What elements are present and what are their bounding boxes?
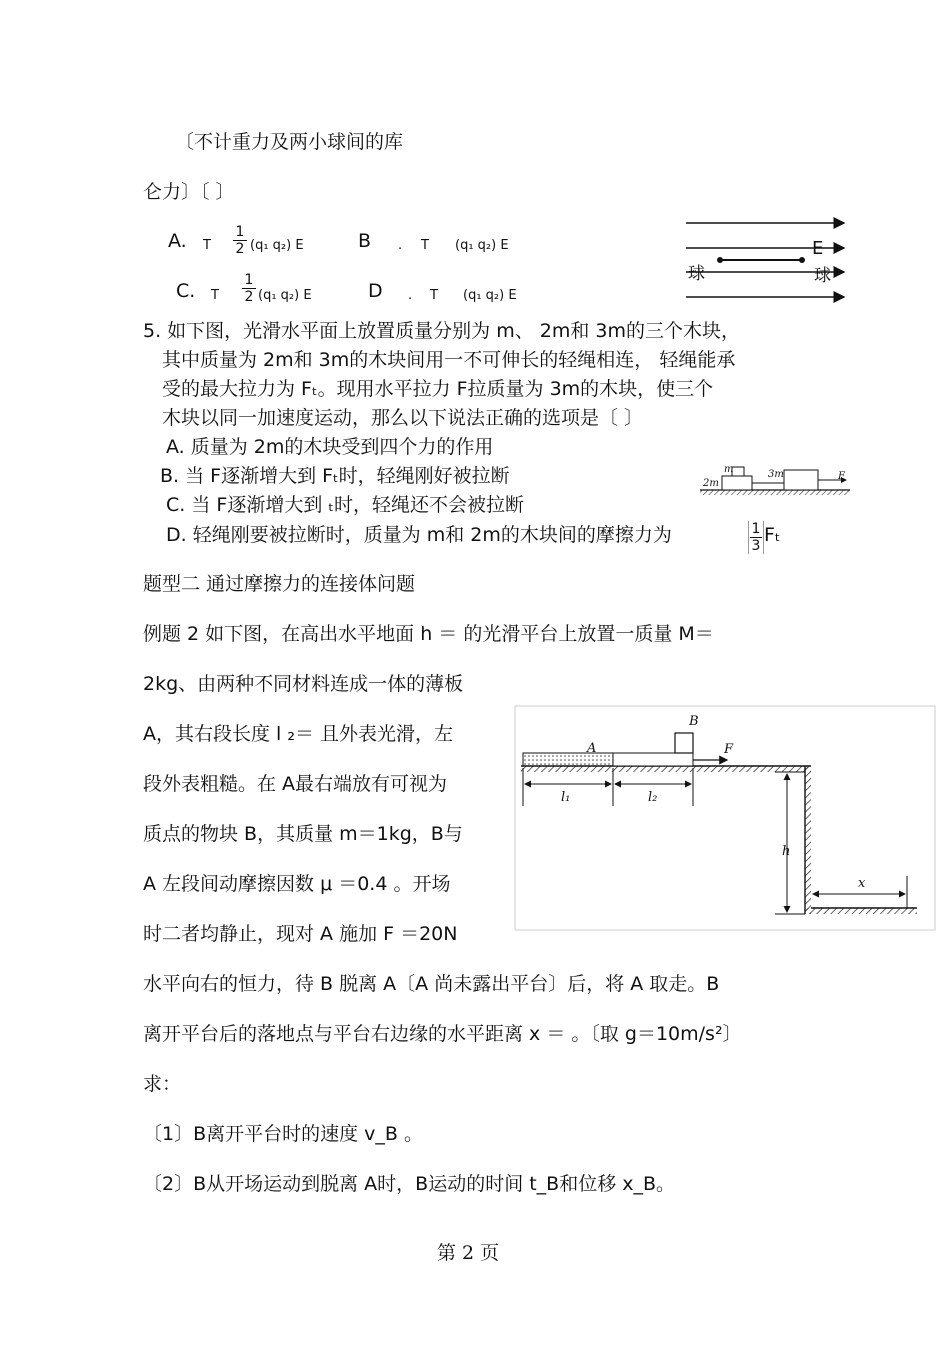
example2-fig-F: F [724, 742, 734, 757]
q4-optD-expr: (q₁ q₂) E [463, 288, 517, 303]
q4-fig-ball-left: 球 [688, 264, 705, 284]
q4-optA-fraction [233, 224, 247, 257]
example2-fig-l2: l₂ [648, 790, 658, 805]
page-number: 第 2 页 [437, 1242, 500, 1264]
q5-optC: C. 当 F逐渐增大到 ₜ时，轻绳还不会被拉断 [166, 494, 524, 516]
example2-line2: 2kg、由两种不同材料连成一体的薄板 [143, 673, 464, 695]
q4-optC-label: C. [176, 280, 196, 302]
q4-optD-dot: . [408, 288, 413, 303]
q4-optA-T: T [203, 238, 211, 253]
q4-optB-dot: . [398, 238, 403, 253]
example2-line1: 例题 2 如下图，在高出水平地面 h ＝ 的光滑平台上放置一质量 M＝ [143, 623, 714, 645]
q4-optC-frac-den: 2 [242, 288, 256, 305]
q5-optD-frac-num: 1 [751, 521, 761, 537]
q4-optA-frac-num: 1 [235, 224, 245, 240]
plate-A-rough-section [523, 753, 613, 766]
q4-optB-expr: (q₁ q₂) E [455, 238, 509, 253]
q5-ground-hatch [700, 490, 850, 495]
q4-optC-expr: (q₁ q₂) E [258, 288, 312, 303]
q5-fig-3m: 3m [768, 469, 784, 480]
q4-optD-label: D [368, 280, 383, 302]
q5-line4: 木块以同一加速度运动，那么以下说法正确的选项是〔 〕 [162, 407, 644, 429]
q4-optA-expr: (q₁ q₂) E [250, 238, 304, 253]
platform-top-hatch [521, 766, 811, 772]
q4-optC-frac-num: 1 [244, 272, 254, 288]
q4-field-figure [680, 214, 850, 309]
example2-fig-B: B [689, 714, 699, 729]
q5-line1: 5. 如下图，光滑水平面上放置质量分别为 m、 2m和 3m的三个木块， [143, 320, 740, 342]
section-heading: 题型二 通过摩擦力的连接体问题 [143, 573, 416, 595]
block-m [732, 467, 744, 476]
q5-fig-F: F [838, 471, 845, 482]
example2-fig-l1: l₁ [561, 790, 571, 805]
example2-fig-A: A [587, 741, 597, 756]
q4-optB-T: T [421, 238, 429, 253]
q4-line2: 仑力〕〔 〕 [143, 181, 235, 203]
q4-fig-ball-right: 球 [814, 266, 831, 286]
example2-question1: 〔1〕B离开平台时的速度 v_B 。 [143, 1123, 423, 1145]
q4-optA-label: A. [168, 230, 187, 252]
example2-line5: 质点的物块 B，其质量 m＝1kg，B与 [143, 823, 463, 845]
q5-optD-tail: Fₜ [764, 524, 781, 546]
q4-optD-T: T [430, 288, 438, 303]
platform-wall-hatch [805, 766, 811, 914]
example2-line9: 离开平台后的落地点与平台右边缘的水平距离 x ＝ 。〔取 g＝10m/s²〕 [143, 1023, 742, 1045]
q5-line2: 其中质量为 2m和 3m的木块间用一不可伸长的轻绳相连， 轻绳能承 [162, 349, 736, 371]
ball-right-dot [799, 257, 805, 263]
q4-optC-T: T [211, 288, 219, 303]
example2-line10: 求： [143, 1073, 182, 1095]
example2-line6: A 左段间动摩擦因数 μ ＝0.4 。开场 [143, 873, 451, 895]
example2-fig-x: x [858, 876, 866, 891]
q5-optD-frac-den: 3 [751, 538, 761, 554]
q4-optA-frac-den: 2 [233, 240, 247, 257]
example2-fig-h: h [782, 844, 791, 859]
example2-line8: 水平向右的恒力，待 B 脱离 A〔A 尚未露出平台〕后，将 A 取走。B [143, 973, 720, 995]
q4-fig-E: E [812, 238, 824, 259]
block-3m [784, 470, 818, 490]
example2-question2: 〔2〕B从开场运动到脱离 A时，B运动的时间 t_B和位移 x_B。 [143, 1173, 676, 1195]
q5-fig-2m: 2m [703, 478, 719, 489]
q5-fig-m: m [724, 464, 734, 475]
plate-A-smooth-section [613, 753, 693, 766]
example2-line4: 段外表粗糙。在 A最右端放有可视为 [143, 773, 448, 795]
q4-line1: 〔不计重力及两小球间的库 [175, 131, 404, 153]
block-B [675, 733, 693, 753]
q4-optB-label: B [358, 230, 372, 252]
example2-line3: A，其右段长度 l ₂＝ 且外表光滑，左 [143, 723, 454, 745]
q5-optB: B. 当 F逐渐增大到 Fₜ时，轻绳刚好被拉断 [160, 465, 510, 487]
q5-optA: A. 质量为 2m的木块受到四个力的作用 [166, 436, 494, 458]
ground-hatch [805, 908, 917, 914]
q5-line3: 受的最大拉力为 Fₜ。现用水平拉力 F拉质量为 3m的木块，使三个 [162, 378, 714, 400]
example2-line7: 时二者均静止，现对 A 施加 F ＝20N [143, 923, 458, 945]
q5-optD-fraction [748, 521, 764, 554]
q4-optC-fraction [242, 272, 256, 305]
q5-optD: D. 轻绳刚要被拉断时，质量为 m和 2m的木块间的摩擦力为 [166, 524, 672, 546]
ball-left-dot [717, 257, 723, 263]
